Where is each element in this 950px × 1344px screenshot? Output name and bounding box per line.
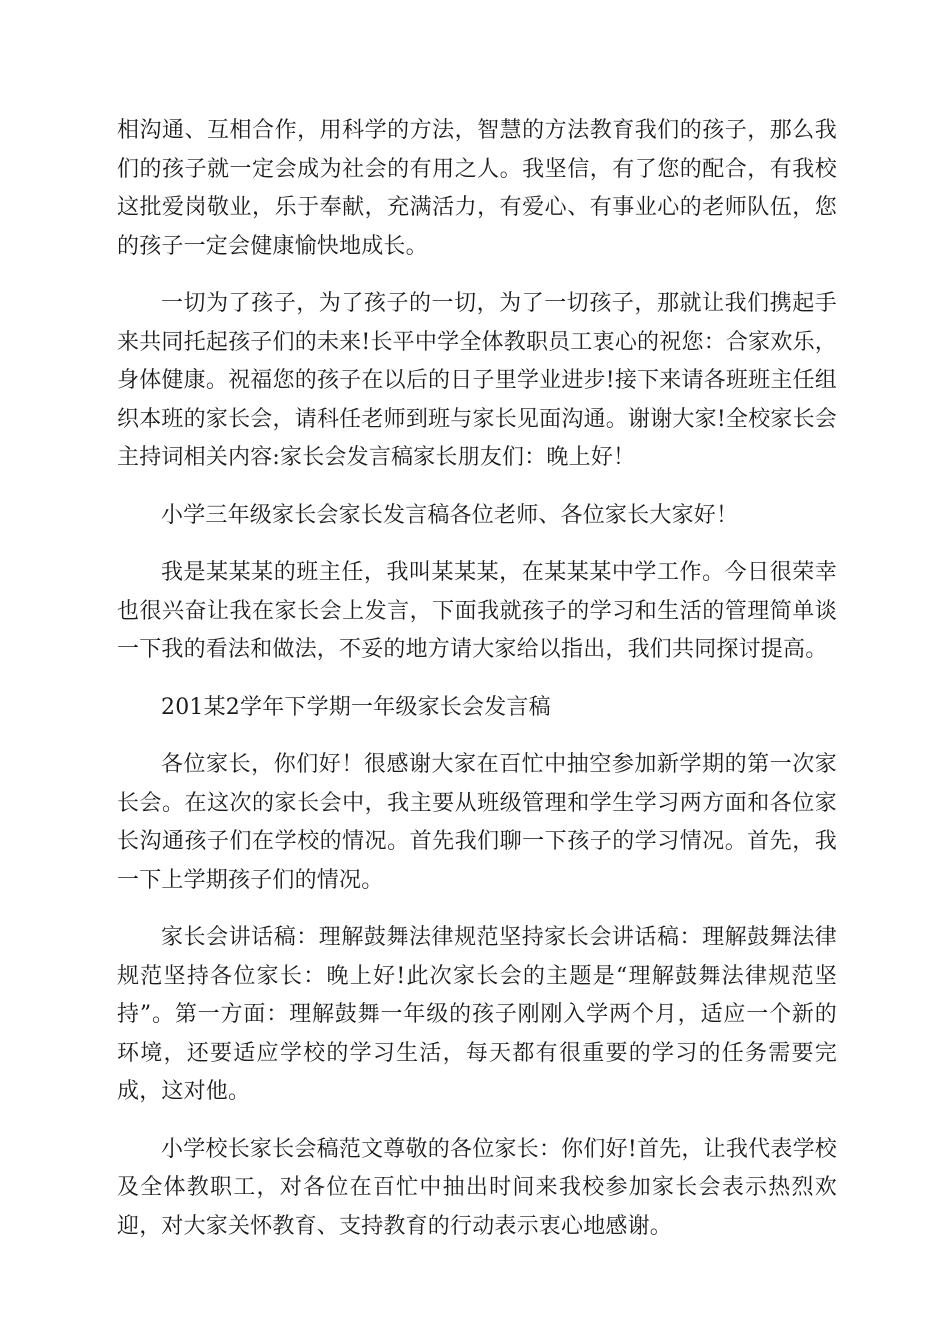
paragraph-3: 小学三年级家长会家长发言稿各位老师、各位家长大家好！ bbox=[161, 502, 739, 528]
paragraph-6: 各位家长，你们好！很感谢大家在百忙中抽空参加新学期的第一次家长会。在这次的家长会中，我主要从班级管理和学生学习两方面和各位家长沟通孩子们在学校的情况。首先我们聊一下孩子的学习情况。首先，我一下上学期孩子们的情况。 bbox=[117, 752, 837, 893]
document-body bbox=[117, 112, 837, 1265]
paragraph-5: 201某2学年下学期一年级家长会发言稿 bbox=[161, 694, 551, 720]
paragraph-7: 家长会讲话稿：理解鼓舞法律规范坚持家长会讲话稿：理解鼓舞法律规范坚持各位家长：晚上好!此次家长会的主题是“理解鼓舞法律规范坚持”。第一方面：理解鼓舞一年级的孩子刚刚入学两个月，适应一个新的环境，还要适应学校的学习生活，每天都有很重要的学习的任务需要完成，这对他。 bbox=[117, 925, 837, 1104]
paragraph-2: 一切为了孩子，为了孩子的一切，为了一切孩子，那就让我们携起手来共同托起孩子们的未来!长平中学全体教职员工衷心的祝您：合家欢乐，身体健康。祝福您的孩子在以后的日子里学业进步!接下来请各班班主任组织本班的家长会，请科任老师到班与家长见面沟通。谢谢大家!全校家长会主持词相关内容:家长会发言稿家长朋友们：晚上好！ bbox=[117, 291, 837, 470]
paragraph-4: 我是某某某的班主任，我叫某某某，在某某某中学工作。今日很荣幸也很兴奋让我在家长会上发言，下面我就孩子的学习和生活的管理简单谈一下我的看法和做法，不妥的地方请大家给以指出，我们共同探讨提高。 bbox=[117, 560, 837, 662]
paragraph-1: 相沟通、互相合作，用科学的方法，智慧的方法教育我们的孩子，那么我们的孩子就一定会成为社会的有用之人。我坚信，有了您的配合，有我校这批爱岗敬业，乐于奉献，充满活力，有爱心、有事业心的老师队伍，您的孩子一定会健康愉快地成长。 bbox=[117, 118, 837, 259]
paragraph-8: 小学校长家长会稿范文尊敬的各位家长：你们好!首先，让我代表学校及全体教职工，对各位在百忙中抽出时间来我校参加家长会表示热烈欢迎，对大家关怀教育、支持教育的行动表示衷心地感谢。 bbox=[117, 1136, 837, 1239]
